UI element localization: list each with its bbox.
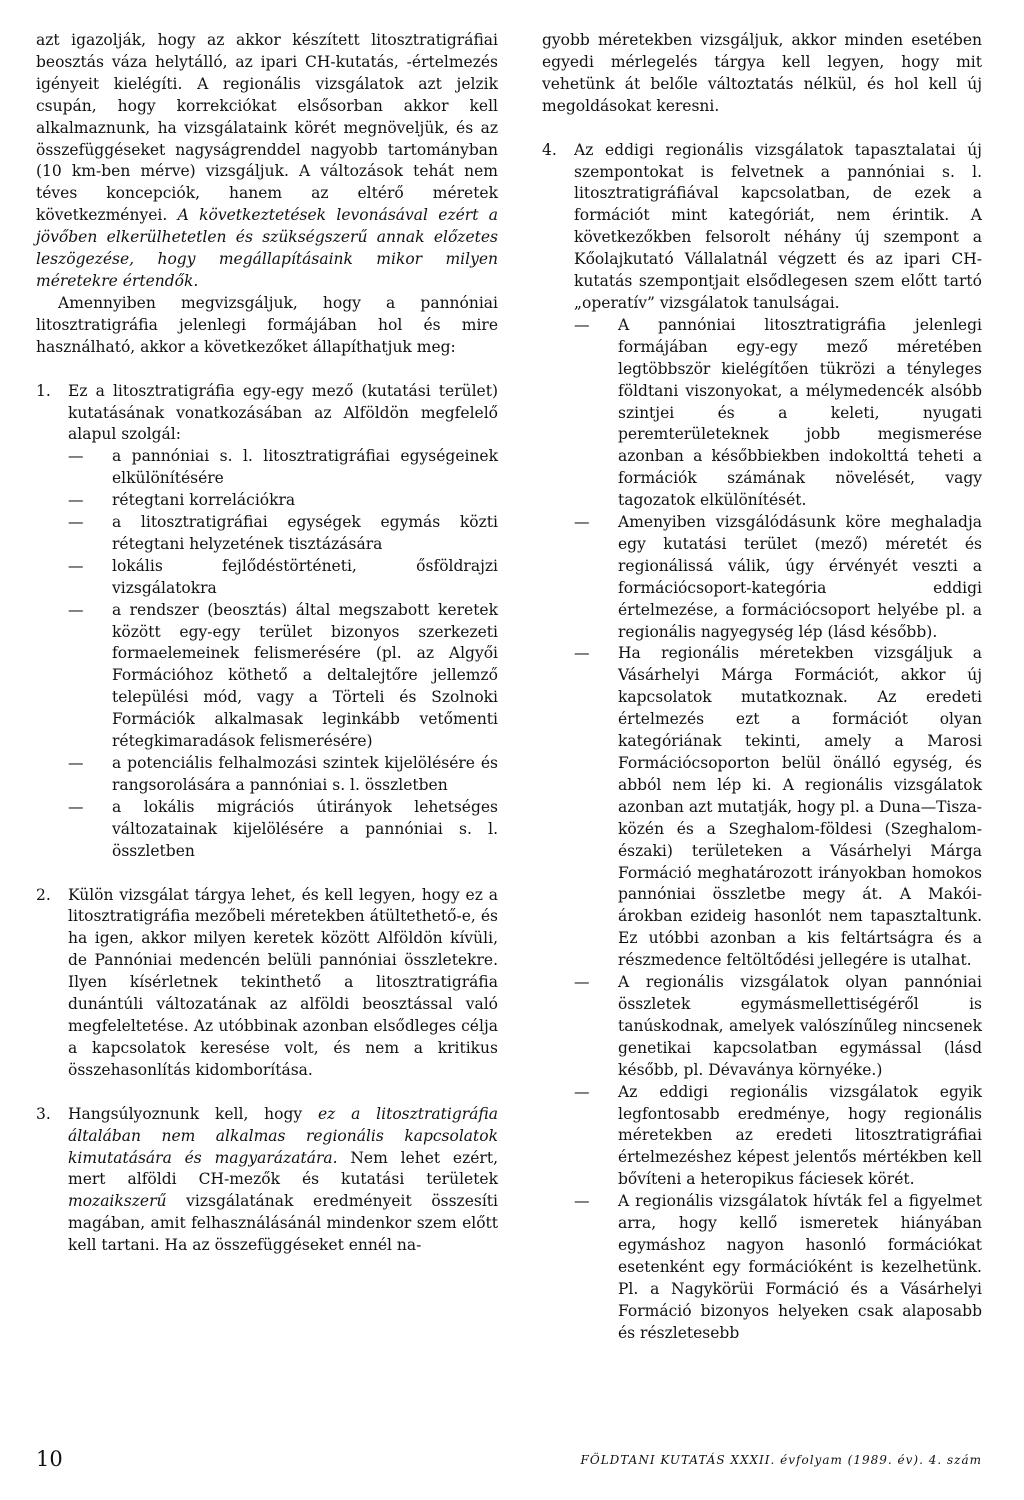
list-item-text: a lokális migrációs útirányok lehetséges változatainak kijelölésére a pannóniai s. l. összletben — [112, 797, 498, 860]
list-item — [68, 600, 498, 753]
item-text-part: Nem lehet ezért, mert alföldi CH-mezők és kutatási területek — [68, 1148, 498, 1189]
list-item — [574, 1082, 982, 1192]
list-item-text: A pannóniai litosztratigráfia jelenlegi formájában egy-egy mező méretében legtöbbször kielégítően tükrözi a tényleges földtani viszonyokat, a mélymedencék alsóbb szintjei és a keleti, nyugati peremterületeknek jobb megismerése azonban a későbbiekben indokolttá teheti a formációk számának növelését, vagy tagozatok elkülönítését. — [618, 315, 982, 510]
list-item — [68, 556, 498, 600]
numbered-item-3 — [36, 1104, 498, 1257]
item-text-part: Hangsúlyoznunk kell, hogy — [68, 1104, 318, 1123]
list-item-text: a pannóniai s. l. litosztratigráfiai egységeinek elkülönítésére — [112, 447, 498, 488]
list-item-text: a rendszer (beosztás) által megszabott keretek között egy-egy terület bizonyos szerkezeti formaelemeinek felismerésére (pl. az Algyői Formációhoz köthető a deltalejtőre jellemző települési mód, vagy a Törteli és Szolnoki Formációk alkalmasak leginkább vetőmenti rétegkimaradások felismerésére) — [112, 600, 498, 751]
spacer — [36, 359, 498, 381]
dash-marker: — — [574, 1192, 590, 1211]
numbered-item-1 — [36, 381, 498, 863]
page-footer — [36, 1447, 982, 1473]
list-item — [574, 643, 982, 972]
list-item-text: a litosztratigráfiai egységek egymás közti rétegtani helyzetének tisztázására — [112, 513, 498, 553]
list-item-text: A regionális vizsgálatok hívták fel a figyelmet arra, hogy kellő ismeretek hiányában egymáshoz nagyon hasonló formációkat esetenként egy formációként is kezelhetünk. Pl. a Nagykörüi Formáció és a Vásárhelyi Formáció bizonyos helyeken csak alaposabb és részletesebb — [618, 1192, 982, 1342]
numbered-item-2 — [36, 885, 498, 1082]
item-body — [68, 381, 498, 863]
dash-marker: — — [68, 600, 84, 619]
dash-marker: — — [574, 973, 590, 992]
item-text — [68, 1104, 498, 1257]
dash-marker: — — [574, 315, 590, 334]
intro-text: azt igazolják, hogy az akkor készített litosztratigráfiai beosztás váza helytálló, az ipari CH-kutatás, -értelmezés igényeit kielégíti. A regionális vizsgálatok azt jelzik csupán, hogy korrekciókat elsősorban akkor kell alkalmaznunk, ha vizsgálataink körét megnöveljük, és az összefüggéseket nagyságrenddel nagyobb tartományban (10 km-ben mérve) vizsgáljuk. A változások tehát nem téves koncepciók, hanem az eltérő méretek következményei. — [36, 31, 498, 225]
dash-marker: — — [574, 1082, 590, 1101]
dash-marker: — — [68, 447, 84, 466]
dash-marker: — — [68, 513, 84, 532]
right-column — [542, 30, 982, 1344]
item-number: 3. — [36, 1104, 51, 1123]
item-number: 2. — [36, 885, 51, 904]
list-item-text: Ha regionális méretekben vizsgáljuk a Vásárhelyi Márga Formációt, akkor új kapcsolatok mutatkoznak. Az eredeti értelmezés ezt a formációt olyan kategóriának tekinti, amely a Marosi Formációcsoporton belül önálló egység, és abból nem lép ki. A regionális vizsgálatok azonban azt mutatják, hogy pl. a Duna—Tisza-közén és a Szeghalom-földesi (Szeghalom-északi) területeken a Vásárhelyi Márga Formáció meghatározott irányokban homokos pannóniai összletbe megy át. A Makói-árokban ezideig hasonlót nem tapasztaltunk. Ez utóbbi azonban a kis feltártságra és a részmedence feltöltődési jellegére is utalhat. — [618, 644, 982, 970]
dash-marker: — — [68, 754, 84, 772]
dash-marker: — — [68, 491, 84, 510]
continued-text: gyobb méretekben vizsgáljuk, akkor minden esetében egyedi mérlegelés tárgya kell legyen, hogy mit vehetünk át belőle változtatás nélkül, és hol kell új megoldásokat keresni. — [542, 31, 982, 115]
dash-marker: — — [68, 797, 84, 816]
item-italic-part: mozaikszerű — [68, 1192, 167, 1211]
item-body — [574, 140, 982, 1345]
list-item — [68, 512, 498, 556]
list-item — [574, 315, 982, 512]
list-item — [574, 1191, 982, 1344]
list-item-text: lokális fejlődéstörténeti, ősföldrajzi vizsgálatokra — [112, 556, 498, 597]
list-item — [68, 753, 498, 797]
list-item-text: a potenciális felhalmozási szintek kijelölésére és rangsorolására a pannóniai s. l. összletben — [112, 754, 498, 794]
intro-paragraph — [36, 30, 498, 293]
dash-marker: — — [68, 556, 84, 575]
list-item — [574, 972, 982, 1082]
item-text: Külön vizsgálat tárgya lehet, és kell legyen, hogy ez a litosztratigráfia mezőbeli méretekben átültethető-e, és ha igen, akkor milyen keretek között Alföldön kívüli, de Pannóniai medencén belüli pannóniai összletekre. Ilyen kísérletnek tekinthető a litosztratigráfia dunántúli változatának az alföldi beosztással való megfeleltetése. Az utóbbinak azonban elsődleges célja a kapcsolatok keresése volt, és nem a kritikus összehasonlítás kidomborítása. — [68, 885, 498, 1079]
item-text: Az eddigi regionális vizsgálatok tapasztalatai új szempontokat is felvetnek a pannóniai s. l. litosztratigráfiával kapcsolatban, de ezek a formációt mint kategóriát, nem érintik. A következőkben felsorolt néhány új szempont a Kőolajkutató Vállalatnál végzett és az ipari CH-kutatás szempontjait elsődlegesen szem előtt tartó „operatív” vizsgálatok tanulságai. — [574, 140, 982, 312]
list-item-text: A regionális vizsgálatok olyan pannóniai összletek egymásmellettiségéről is tanúskodnak, amelyek valószínűleg nincsenek genetikai kapcsolatban egymással (lásd később, pl. Dévaványa környéke.) — [618, 973, 982, 1079]
item-number: 4. — [542, 140, 557, 159]
item-number: 1. — [36, 381, 51, 400]
journal-reference: FÖLDTANI KUTATÁS XXXII. évfolyam (1989. év). 4. szám — [580, 1453, 982, 1467]
list-item-text: rétegtani korrelációkra — [112, 491, 296, 510]
dash-marker: — — [574, 644, 590, 663]
item-italic-part: ez a litosztratigráfia általában nem alkalmas regionális kapcsolatok kimutatására és magyarázatára. — [68, 1104, 498, 1167]
intro-italic-text: A következtetések levonásával ezért a jövőben elkerülhetetlen és szükségszerű annak előzetes leszögezése, hogy megállapításaink mikor milyen méretekre értendők. — [36, 206, 498, 290]
item-text-part: vizsgálatának eredményeit összesíti magában, amit felhasználásánál mindenkor szem előtt kell tartani. Ha az összefüggéseket ennél na- — [68, 1192, 498, 1255]
numbered-item-4 — [542, 140, 982, 1345]
page-number: 10 — [36, 1447, 63, 1471]
list-item-text: Az eddigi regionális vizsgálatok egyik legfontosabb eredménye, hogy regionális méretekben az eredeti litosztratigráfiai értelmezéshez képest jelentős mértékben kell bővíteni a heteropikus fáciesek körét. — [618, 1082, 982, 1189]
left-column — [36, 30, 498, 1257]
paragraph-2: Amennyiben megvizsgáljuk, hogy a pannóniai litosztratigráfia jelenlegi formájában hol és mire használható, akkor a következőket állapíthatjuk meg: — [36, 293, 498, 356]
list-item — [68, 490, 498, 512]
list-item — [574, 512, 982, 643]
item-text: Ez a litosztratigráfia egy-egy mező (kutatási terület) kutatásának vonatkozásában az Alföldön megfelelő alapul szolgál: — [68, 381, 498, 444]
list-item-text: Amenyiben vizsgálódásunk köre meghaladja egy kutatási terület (mező) méretét és regionálissá válik, úgy érvényét veszti a formációcsoport-kategória eddigi értelmezése, a formációcsoport helyébe pl. a regionális nagyegység lép (lásd később). — [618, 513, 982, 641]
dash-marker: — — [574, 513, 590, 532]
list-item — [68, 797, 498, 863]
list-item — [68, 446, 498, 490]
